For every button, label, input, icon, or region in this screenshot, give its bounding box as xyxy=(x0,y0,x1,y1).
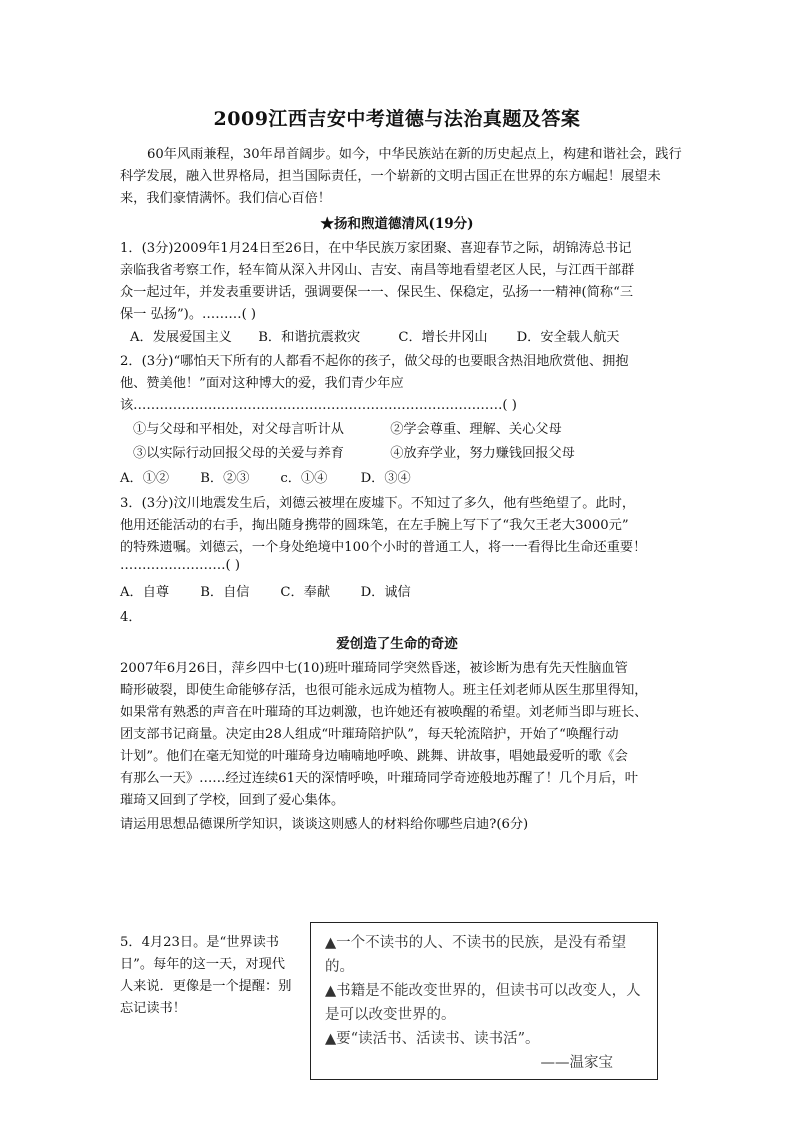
q1-line: 亲临我省考察工作，轻车简从深入井冈山、吉安、南昌等地看望老区人民，与江西干部群 xyxy=(120,263,635,278)
q2-item-1: ①与父母和平相处，对父母言听计从 xyxy=(133,422,344,437)
q1-line: 众一起过年，并发表重要讲话，强调要保一一、保民生、保稳定，弘扬一一精神(简称“三 xyxy=(120,285,634,300)
q3-option-a: A．自尊 xyxy=(120,585,170,600)
section-title: ★扬和煦道德清风(19分) xyxy=(320,216,474,232)
q4-line: 团支部书记商量。决定由28人组成“叶璀琦陪护队”，每天轮流陪护，开始了“唤醒行动 xyxy=(120,727,619,742)
quote-item: ▲书籍是不能改变世界的，但读书可以改变人，人是可以改变世界的。 xyxy=(325,983,641,1023)
intro-paragraph: 60年风雨兼程，30年昂首阔步。如今，中华民族站在新的历史起点上，构建和谐社会，践行科学发展，融入世界格局，担当国际责任，一个崭新的文明古国正在世界的东方崛起！展望未来，我们豪情满怀。我们信心百倍！ xyxy=(120,147,682,206)
q1-line: 1．(3分)2009年1月24日至26日，在中华民族万家团聚、喜迎春节之际，胡锦涛总书记 xyxy=(120,241,632,256)
q2-items-row xyxy=(133,418,562,437)
q1-option-c: C．增长井冈山 xyxy=(398,330,488,345)
q3-options xyxy=(120,581,411,600)
q1-option-d: D．安全载人航天 xyxy=(516,330,620,345)
quote-author: ——温家宝 xyxy=(540,1055,613,1071)
q2-line: 该…………………………………………………………………………( ) xyxy=(120,398,517,413)
q3-option-d: D．诚信 xyxy=(360,585,411,600)
q2-option-a: A．①② xyxy=(120,471,170,486)
q2-item-3: ③以实际行动回报父母的关爱与养育 xyxy=(133,446,344,461)
q4-number: 4． xyxy=(120,610,142,625)
q3-line: 的特殊遗嘱。刘德云，一个身处绝境中100个小时的普通工人，将一一看得比生命还重要！ xyxy=(120,540,647,555)
q1-options xyxy=(130,326,620,345)
quote-item: ▲一个不读书的人、不读书的民族，是没有希望的。 xyxy=(325,935,627,975)
q3-option-b: B．自信 xyxy=(200,585,250,600)
q4-line: 计划”。他们在毫无知觉的叶璀琦身边喃喃地呼唤、跳舞、讲故事，唱她最爱听的歌《会 xyxy=(120,749,628,764)
q4-line: 畸形破裂，即使生命能够存活，也很可能永远成为植物人。班主任刘老师从医生那里得知， xyxy=(120,683,648,698)
q4-heading: 爱创造了生命的奇迹 xyxy=(336,636,458,652)
q2-option-d: D．③④ xyxy=(360,471,411,486)
q3-line: ……………………( ) xyxy=(120,558,240,573)
q1-line: 保一 弘扬”)。………( ) xyxy=(120,307,257,322)
q4-line: 2007年6月26日，萍乡四中七(10)班叶璀琦同学突然昏迷，被诊断为患有先天性脑血管 xyxy=(120,661,628,676)
quote-item: ▲要“读活书、活读书、读书活”。 xyxy=(325,1031,540,1047)
q2-options xyxy=(120,467,411,486)
q2-option-b: B．②③ xyxy=(200,471,250,486)
page-title: 2009江西吉安中考道德与法治真题及答案 xyxy=(213,108,581,130)
q2-items-row xyxy=(133,442,575,461)
q4-line: 有那么一天》……经过连续61天的深情呼唤，叶璀琦同学奇迹般地苏醒了！几个月后，叶 xyxy=(120,771,638,786)
q4-line: 璀琦又回到了学校，回到了爱心集体。 xyxy=(120,793,345,808)
q4-prompt: 请运用思想品德课所学知识，谈谈这则感人的材料给你哪些启迪?(6分) xyxy=(120,817,529,832)
q2-line: 他、赞美他！”面对这种博大的爱，我们青少年应 xyxy=(120,376,404,391)
q2-item-4: ④放弃学业，努力赚钱回报父母 xyxy=(390,446,575,461)
q5-text: 5．4月23日。是“世界读书日”。每年的这一天，对现代人来说．更像是一个提醒：别忘记读书！ xyxy=(120,935,292,1016)
q1-option-a: A．发展爱国主义 xyxy=(130,330,232,345)
q2-option-c: c．①④ xyxy=(280,471,328,486)
q4-line: 如果常有熟悉的声音在叶璀琦的耳边刺激，也许她还有被唤醒的希望。刘老师当即与班长、 xyxy=(120,705,648,720)
q3-option-c: C．奉献 xyxy=(280,585,331,600)
q2-item-2: ②学会尊重、理解、关心父母 xyxy=(390,422,562,437)
q2-line: 2．(3分)“哪怕天下所有的人都看不起你的孩子，做父母的也要眼含热泪地欣赏他、拥抱 xyxy=(120,354,629,369)
q1-option-b: B．和谐抗震救灾 xyxy=(258,330,361,345)
q3-line: 他用还能活动的右手，掏出随身携带的圆珠笔，在左手腕上写下了“我欠王老大3000元” xyxy=(120,518,629,533)
q3-line: 3．(3分)汶川地震发生后，刘德云被埋在废墟下。不知过了多久，他有些绝望了。此时， xyxy=(120,496,636,511)
quote-box xyxy=(310,922,658,1080)
